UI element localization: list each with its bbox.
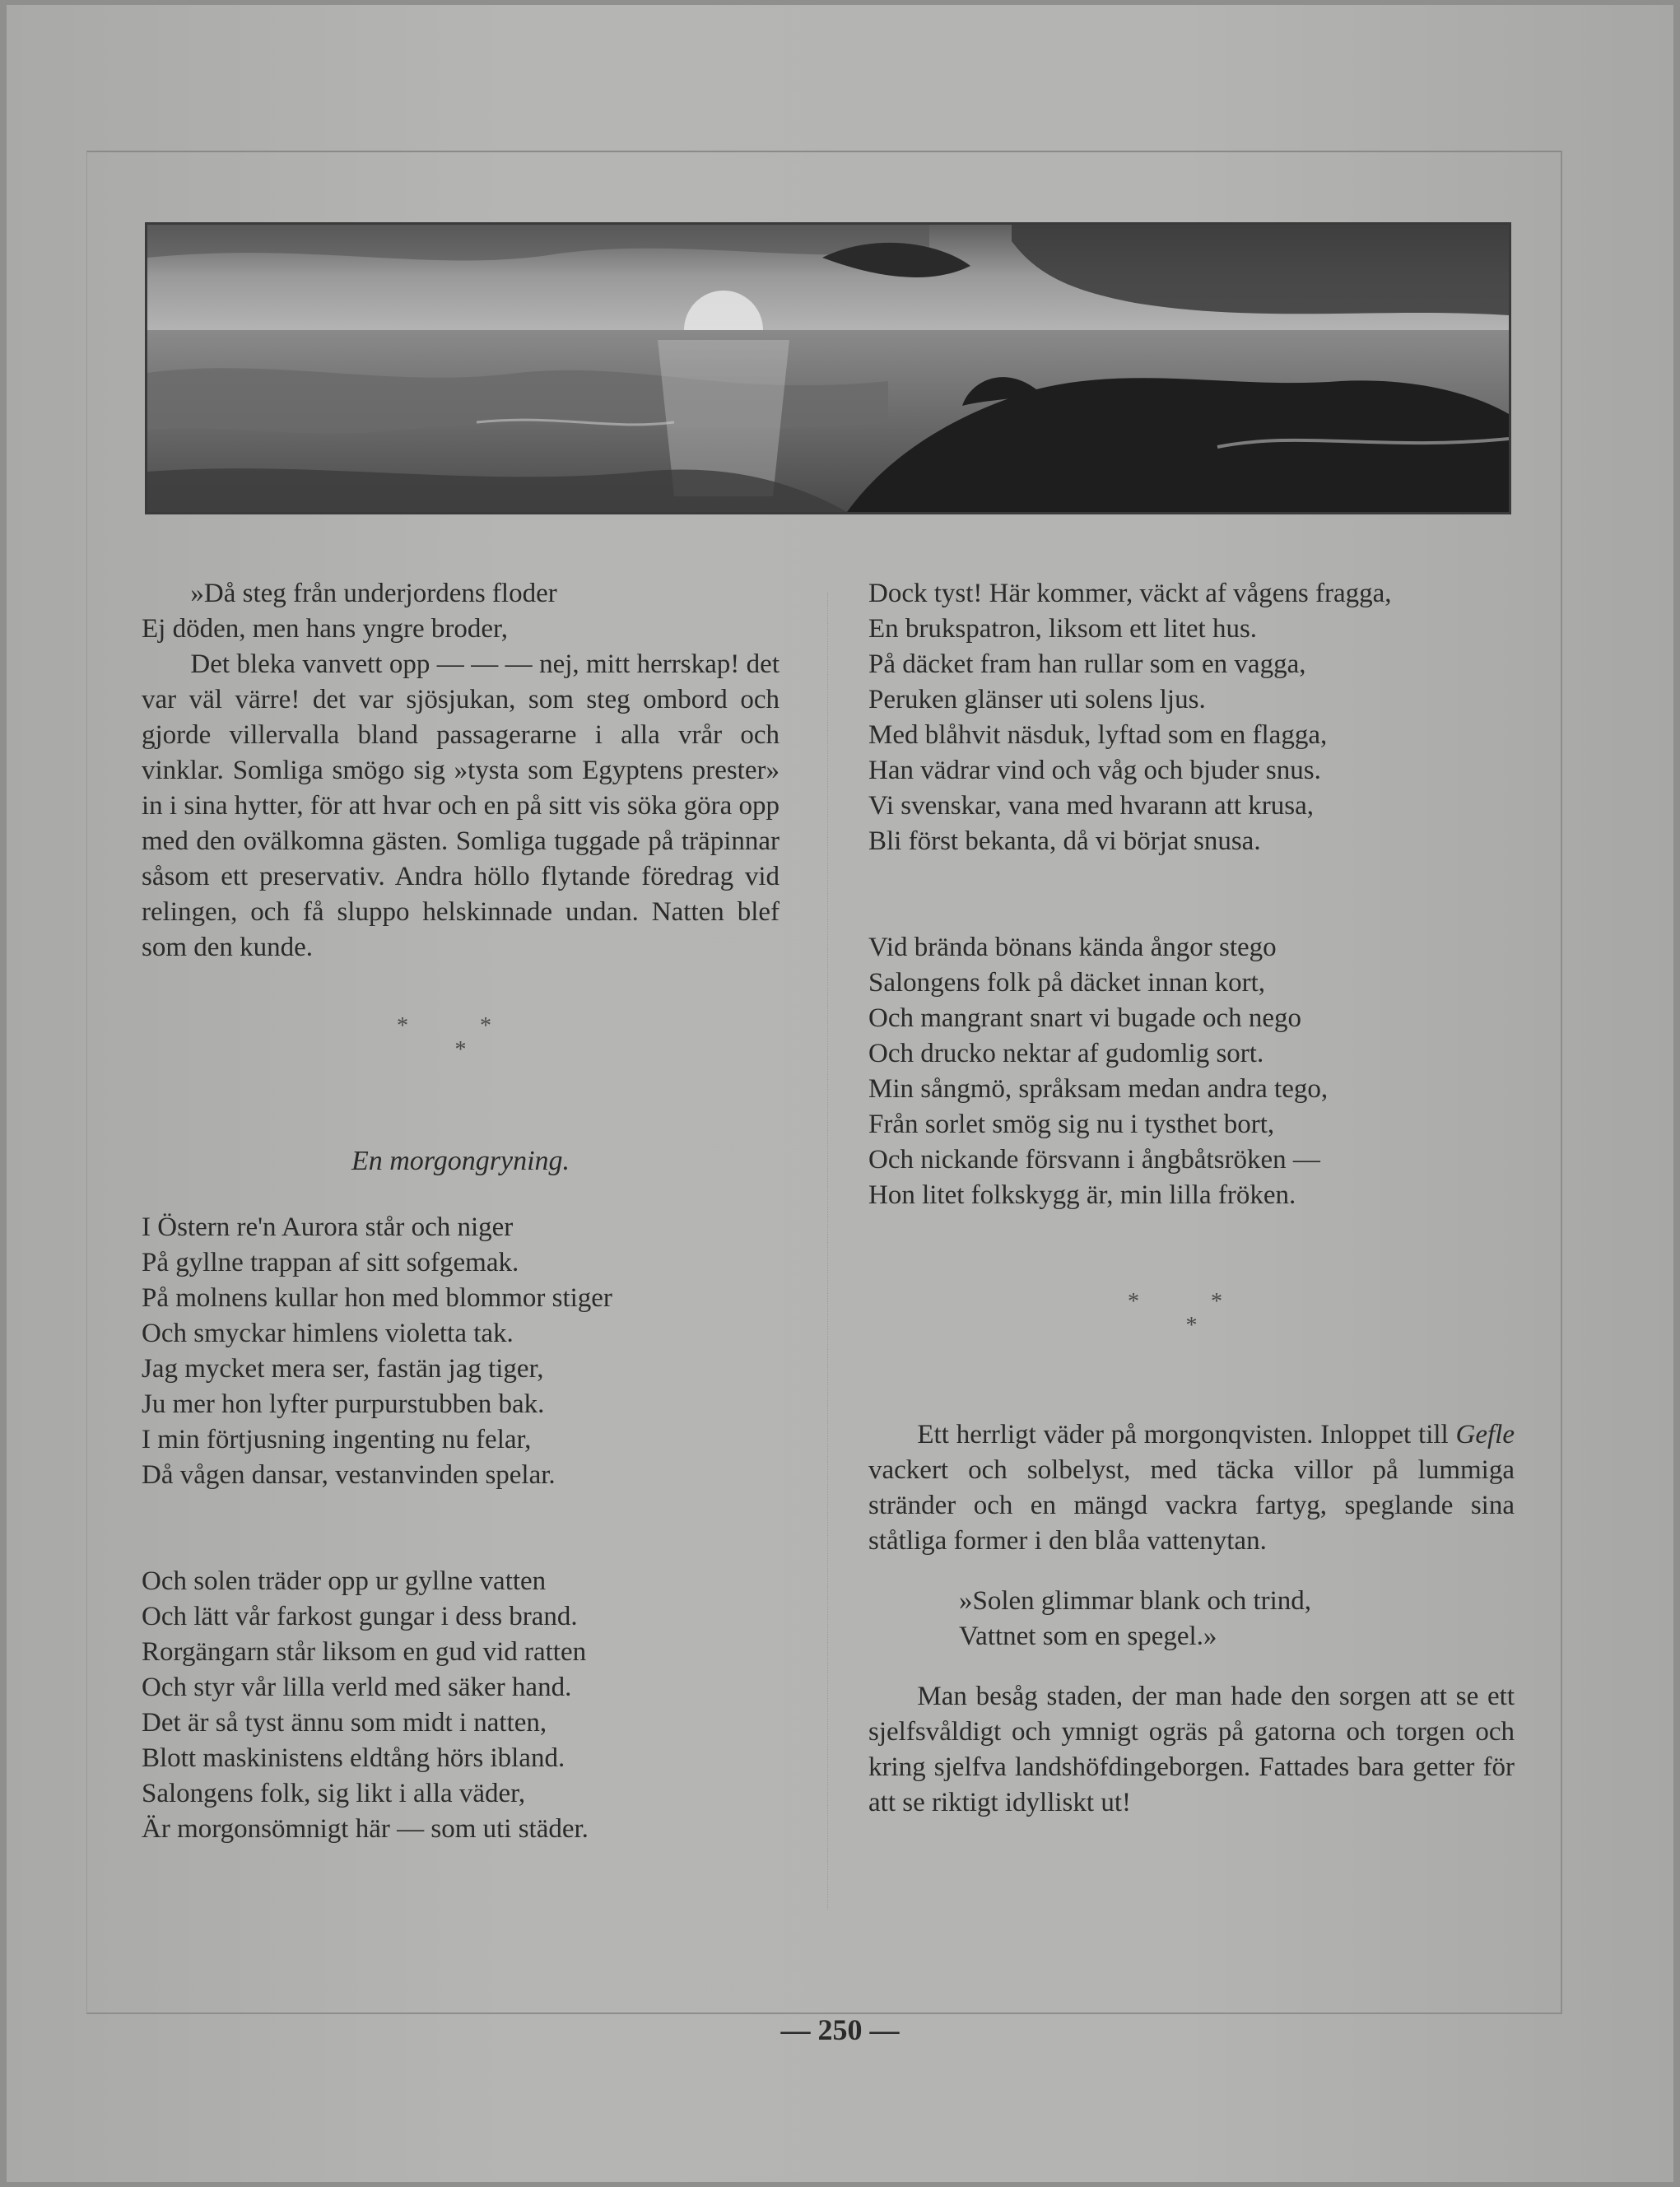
verse-line: Och smyckar himlens violetta tak. bbox=[142, 1319, 514, 1348]
verse-line: Med blåhvit näsduk, lyftad som en flagga, bbox=[868, 720, 1328, 750]
verse-line: I Östern re'n Aurora står och niger bbox=[142, 1212, 514, 1242]
verse-line: Och styr vår lilla verld med säker hand. bbox=[142, 1673, 572, 1702]
verse-line: Han vädrar vind och våg och bjuder snus. bbox=[868, 756, 1321, 785]
verse-line: På molnens kullar hon med blommor stiger bbox=[142, 1283, 612, 1313]
verse-line: Vattnet som en spegel.» bbox=[959, 1622, 1217, 1651]
verse-line: Salongens folk, sig likt i alla väder, bbox=[142, 1779, 526, 1808]
separator-stars-bottom-right: * bbox=[1185, 1313, 1198, 1338]
quote-verse bbox=[868, 1584, 1515, 1654]
sea-sunrise-illustration bbox=[145, 222, 1511, 514]
verse-line: Då vågen dansar, vestanvinden spelar. bbox=[142, 1460, 556, 1490]
verse-line: Ju mer hon lyfter purpurstubben bak. bbox=[142, 1389, 545, 1419]
verse-line: Hon litet folkskygg är, min lilla fröken. bbox=[868, 1180, 1296, 1210]
prose2-before: Ett herrligt väder på morgonqvisten. Inloppet till bbox=[917, 1420, 1449, 1449]
separator-stars-top-right: * * bbox=[1128, 1289, 1255, 1315]
prose-paragraph-3: Man besåg staden, der man hade den sorgen att se ett sjelfsvåldigt och ymnigt ogräs på gatorna och torgen och kring sjelfva landshöfdingeborgen. Fattades bara getter för att se riktigt idylliskt ut! bbox=[868, 1682, 1515, 1817]
verse-line: I min förtjusning ingenting nu felar, bbox=[142, 1425, 532, 1454]
prose-line-2: Ej döden, men hans yngre broder, bbox=[142, 614, 508, 644]
verse-line: Blott maskinistens eldtång hörs ibland. bbox=[142, 1743, 565, 1773]
verse-line: En brukspatron, liksom ett litet hus. bbox=[868, 614, 1258, 644]
left-column bbox=[142, 576, 780, 1847]
verse-line: Rorgängarn står liksom en gud vid ratten bbox=[142, 1637, 587, 1667]
verse-line: Vi svenskar, vana med hvarann att krusa, bbox=[868, 791, 1315, 821]
verse-line: Och mangrant snart vi bugade och nego bbox=[868, 1003, 1302, 1033]
stanza-2 bbox=[142, 1564, 780, 1847]
verse-line: Och lätt vår farkost gungar i dess brand. bbox=[142, 1602, 578, 1631]
verse-line: Min sångmö, språksam medan andra tego, bbox=[868, 1074, 1329, 1104]
verse-line: Peruken glänser uti solens ljus. bbox=[868, 685, 1206, 714]
verse-line: På gyllne trappan af sitt sofgemak. bbox=[142, 1248, 519, 1277]
prose-line-1: »Då steg från underjordens floder bbox=[190, 579, 557, 608]
verse-line: Och nickande försvann i ångbåtsröken — bbox=[868, 1145, 1320, 1175]
opening-prose bbox=[142, 576, 780, 966]
verse-line: Är morgonsömnigt här — som uti städer. bbox=[142, 1814, 589, 1844]
verse-line: »Solen glimmar blank och trind, bbox=[959, 1586, 1312, 1616]
stanza-4 bbox=[868, 930, 1515, 1213]
verse-line: Från sorlet smög sig nu i tysthet bort, bbox=[868, 1110, 1275, 1139]
verse-line: Och drucko nektar af gudomlig sort. bbox=[868, 1039, 1264, 1068]
right-column bbox=[868, 576, 1515, 1821]
prose-paragraph-2 bbox=[868, 1417, 1515, 1559]
stanza-3 bbox=[868, 576, 1515, 859]
stanza-1 bbox=[142, 1210, 780, 1493]
illustration-svg bbox=[147, 225, 1509, 512]
page-number: — 250 — bbox=[780, 2013, 900, 2046]
poem-title: En morgongryning. bbox=[351, 1146, 570, 1176]
place-name-gefle: Gefle bbox=[1455, 1420, 1515, 1449]
verse-line: Vid brända bönans kända ångor stego bbox=[868, 933, 1277, 962]
verse-line: Bli först bekanta, då vi börjat snusa. bbox=[868, 826, 1261, 856]
prose2-after: vackert och solbelyst, med täcka villor på lummiga stränder och en mängd vackra fartyg, speglande sina ståtliga former i den blåa vattenytan. bbox=[868, 1455, 1515, 1556]
separator-stars-bottom: * bbox=[454, 1037, 467, 1063]
column-divider bbox=[827, 593, 829, 1910]
verse-line: Jag mycket mera ser, fastän jag tiger, bbox=[142, 1354, 544, 1384]
town-prose bbox=[868, 1679, 1515, 1821]
separator-stars-top: * * bbox=[397, 1013, 524, 1039]
verse-line: Salongens folk på däcket innan kort, bbox=[868, 968, 1266, 998]
morning-prose bbox=[868, 1417, 1515, 1559]
verse-line: Och solen träder opp ur gyllne vatten bbox=[142, 1566, 547, 1596]
prose-paragraph: Det bleka vanvett opp — — — nej, mitt herrskap! det var väl värre! det var sjösjukan, som steg ombord och gjorde villervalla bland passagerarne i alla vrår och vinklar. Somliga smögo sig »tysta som Egyptens prester» in i sina hytter, för att hvar och en på sitt vis söka göra opp med den ovälkomna gästen. Somliga tuggade på träpinnar såsom ett preservativ. Andra höllo flytande föredrag vid relingen, och få sluppo helskinnade undan. Natten blef som den kunde. bbox=[142, 649, 780, 962]
verse-line: Dock tyst! Här kommer, väckt af vågens fragga, bbox=[868, 579, 1392, 608]
verse-line: På däcket fram han rullar som en vagga, bbox=[868, 649, 1306, 679]
verse-line: Det är så tyst ännu som midt i natten, bbox=[142, 1708, 547, 1738]
